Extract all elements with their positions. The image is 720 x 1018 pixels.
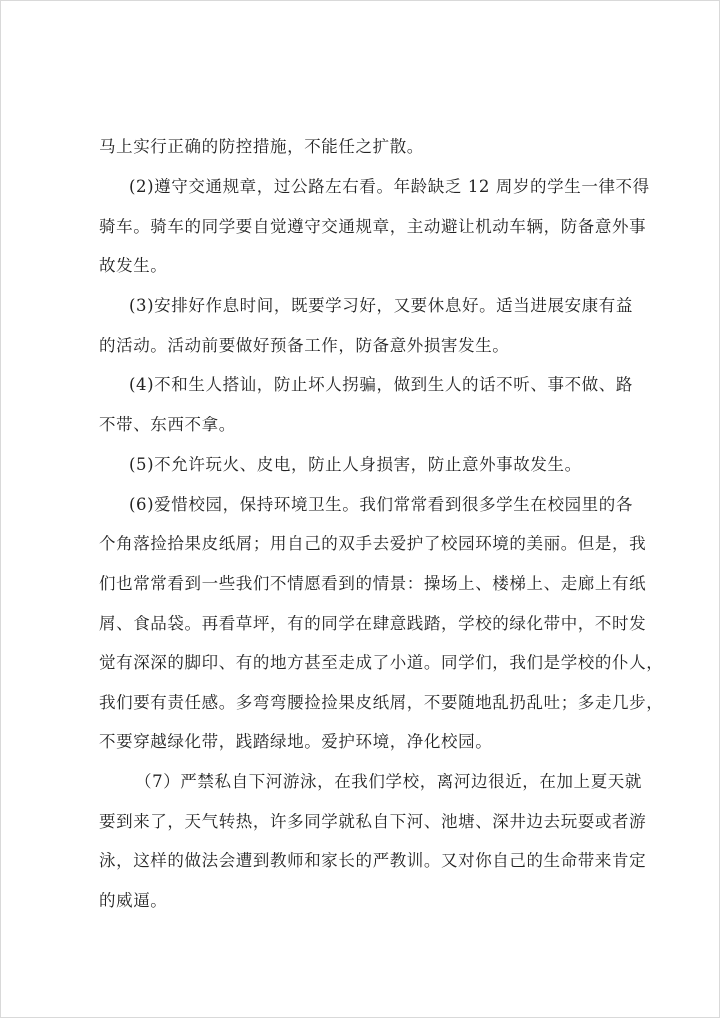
text-line: 们也常常看到一些我们不情愿看到的情景：操场上、楼梯上、走廊上有纸 (99, 574, 647, 593)
text-line: (4)不和生人搭讪，防止坏人拐骗，做到生人的话不听、事不做、路 (129, 375, 633, 394)
text-line: 不要穿越绿化带，践踏绿地。爱护环境，净化校园。 (99, 732, 493, 751)
text-line: (6)爱惜校园，保持环境卫生。我们常常看到很多学生在校园里的各 (129, 495, 633, 514)
text-line: 泳，这样的做法会遭到教师和家长的严教训。又对你自己的生命带来肯定 (99, 851, 647, 870)
text-line: （7）严禁私自下河游泳，在我们学校，离河边很近，在加上夏天就 (135, 772, 642, 791)
text-line: 要到来了，天气转热，许多同学就私自下河、池塘、深井边去玩耍或者游 (99, 812, 647, 831)
text-line: 个角落捡拾果皮纸屑；用自己的双手去爱护了校园环境的美丽。但是，我 (99, 534, 647, 553)
text-line: 觉有深深的脚印、有的地方甚至走成了小道。同学们，我们是学校的仆人， (99, 653, 664, 672)
text-line: (3)安排好作息时间，既要学习好，又要休息好。适当进展安康有益 (129, 296, 633, 315)
text-line: 故发生。 (99, 256, 168, 275)
text-line: (5)不允许玩火、皮电，防止人身损害，防止意外事故发生。 (129, 455, 582, 474)
text-line: 屑、食品袋。再看草坪，有的同学在肆意践踏，学校的绿化带中，不时发 (99, 614, 647, 633)
text-line: 的活动。活动前要做好预备工作，防备意外损害发生。 (99, 336, 510, 355)
text-line: 不带、东西不拿。 (99, 415, 236, 434)
text-line: 的威逼。 (99, 891, 168, 910)
text-line: 我们要有责任感。多弯弯腰捡捡果皮纸屑，不要随地乱扔乱吐；多走几步， (99, 693, 664, 712)
text-line: 骑车。骑车的同学要自觉遵守交通规章，主动避让机动车辆，防备意外事 (99, 217, 647, 236)
text-line: 马上实行正确的防控措施，不能任之扩散。 (99, 137, 424, 156)
text-line: (2)遵守交通规章，过公路左右看。年龄缺乏 12 周岁的学生一律不得 (129, 177, 650, 196)
